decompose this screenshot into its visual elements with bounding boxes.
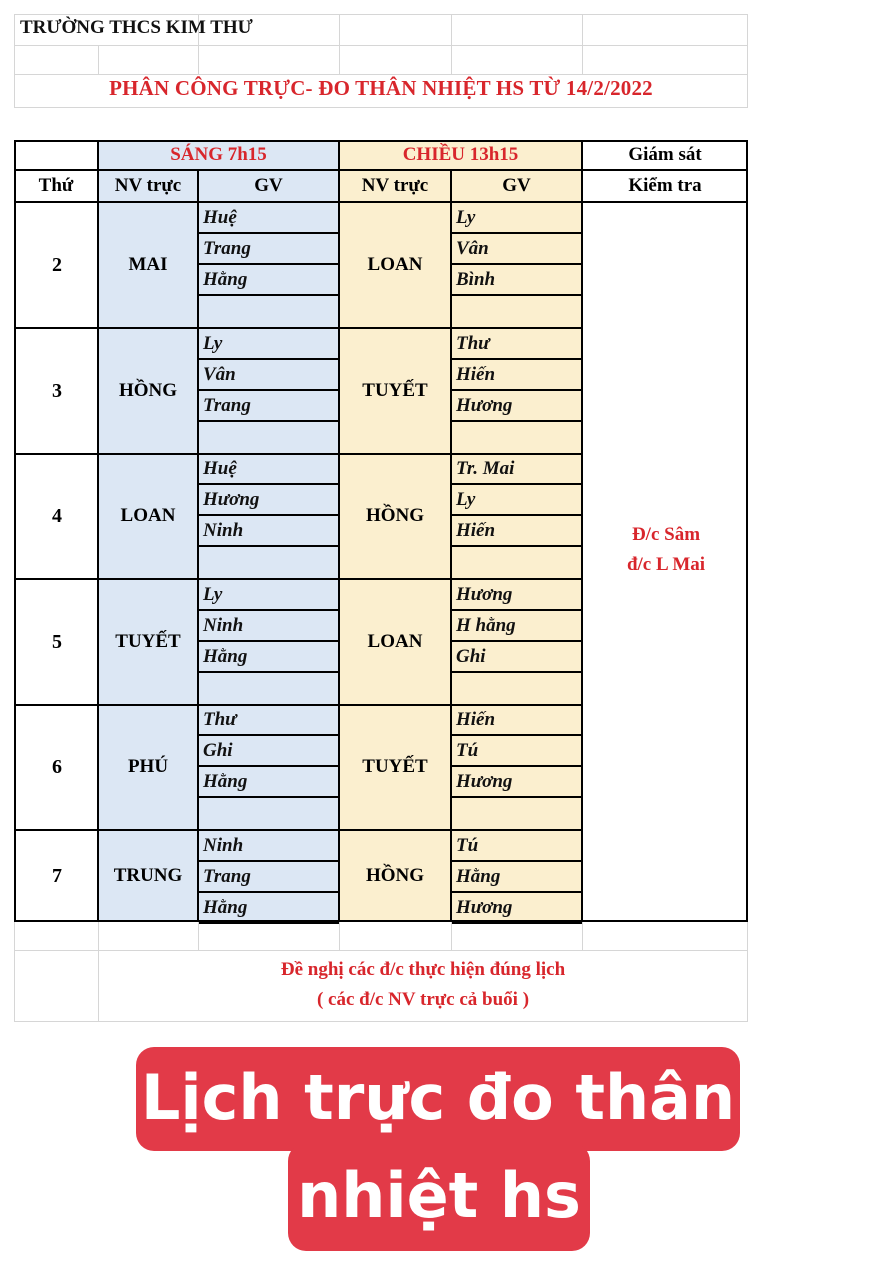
row-day: 6 xyxy=(52,755,62,778)
row-gv-afternoon: Ly xyxy=(456,206,476,228)
gv-divider xyxy=(451,671,582,673)
row-gv-afternoon: Hương xyxy=(456,770,513,792)
row-gv-afternoon: Hiến xyxy=(456,363,496,385)
gv-divider xyxy=(198,671,339,673)
row-nv-afternoon: TUYẾT xyxy=(362,380,428,401)
row-gv-morning: Hằng xyxy=(203,770,248,792)
row-gv-morning: Trang xyxy=(203,394,251,416)
row-gv-afternoon: Thư xyxy=(456,332,490,354)
row-gv-morning: Trang xyxy=(203,237,251,259)
row-gv-morning: Thư xyxy=(203,708,237,730)
school-name: TRƯỜNG THCS KIM THƯ xyxy=(20,17,253,38)
row-nv-morning: PHÚ xyxy=(127,756,169,777)
morning-header: SÁNG 7h15 xyxy=(170,144,267,165)
row-gv-morning: Ly xyxy=(203,583,223,605)
row-nv-afternoon: HỒNG xyxy=(365,865,425,886)
note xyxy=(100,955,746,1015)
gv-divider xyxy=(198,420,339,422)
row-gv-morning: Hằng xyxy=(203,645,248,667)
row-gv-morning: Huệ xyxy=(203,206,237,228)
gv-divider xyxy=(198,922,339,924)
gv-divider xyxy=(198,545,339,547)
row-day: 5 xyxy=(52,630,62,653)
row-nv-morning: HỒNG xyxy=(118,380,178,401)
gv-morning-header: GV xyxy=(254,175,283,196)
row-nv-afternoon: LOAN xyxy=(367,631,423,652)
row-gv-morning: Ly xyxy=(203,332,223,354)
row-gv-afternoon: H hằng xyxy=(456,614,516,636)
afternoon-header: CHIỀU 13h15 xyxy=(402,144,519,165)
day-header: Thứ xyxy=(38,175,74,196)
row-gv-afternoon: Vân xyxy=(456,237,489,259)
caption-banner xyxy=(136,1047,740,1252)
row-gv-morning: Huệ xyxy=(203,457,237,479)
row-nv-morning: MAI xyxy=(128,254,168,275)
banner-line-1: Lịch trực đo thân xyxy=(140,1061,736,1134)
gv-divider xyxy=(451,294,582,296)
row-gv-afternoon: Hằng xyxy=(456,865,501,887)
row-gv-morning: Vân xyxy=(203,363,236,385)
row-gv-morning: Ninh xyxy=(203,614,244,636)
row-gv-morning: Hương xyxy=(203,488,260,510)
row-gv-morning: Ghi xyxy=(203,739,233,761)
row-nv-afternoon: LOAN xyxy=(367,254,423,275)
row-gv-afternoon: Tú xyxy=(456,739,479,761)
row-gv-morning: Hằng xyxy=(203,896,248,918)
row-gv-afternoon: Ly xyxy=(456,488,476,510)
row-gv-afternoon: Bình xyxy=(456,268,496,290)
supervise-header: Giám sát xyxy=(628,144,702,165)
gv-divider xyxy=(451,922,582,924)
row-nv-morning: LOAN xyxy=(120,505,176,526)
row-gv-morning: Ninh xyxy=(203,834,244,856)
row-nv-afternoon: HỒNG xyxy=(365,505,425,526)
page-title: PHÂN CÔNG TRỰC- ĐO THÂN NHIỆT HS TỪ 14/2/2022 xyxy=(109,76,653,100)
row-nv-afternoon: TUYẾT xyxy=(362,756,428,777)
gv-divider xyxy=(198,294,339,296)
supervisor-1: Đ/c Sâm xyxy=(631,524,701,545)
row-gv-morning: Hằng xyxy=(203,268,248,290)
gv-divider xyxy=(451,796,582,798)
row-gv-afternoon: Ghi xyxy=(456,645,486,667)
row-gv-afternoon: Hiến xyxy=(456,519,496,541)
banner-line-2: nhiệt hs xyxy=(297,1159,581,1232)
supervisor-2: đ/c L Mai xyxy=(626,554,706,575)
row-gv-afternoon: Tr. Mai xyxy=(456,457,515,479)
row-gv-afternoon: Hiến xyxy=(456,708,496,730)
gv-divider xyxy=(198,796,339,798)
nv-afternoon-header: NV trực xyxy=(361,175,429,196)
row-day: 7 xyxy=(52,864,62,887)
row-gv-afternoon: Hương xyxy=(456,896,513,918)
row-day: 4 xyxy=(52,504,62,527)
row-gv-morning: Ninh xyxy=(203,519,244,541)
gv-divider xyxy=(451,545,582,547)
row-gv-afternoon: Tú xyxy=(456,834,479,856)
row-day: 3 xyxy=(52,379,62,402)
gv-divider xyxy=(451,420,582,422)
row-gv-morning: Trang xyxy=(203,865,251,887)
check-header: Kiểm tra xyxy=(628,175,702,196)
supervisors xyxy=(584,520,748,580)
note-line-1: Đề nghị các đ/c thực hiện đúng lịch xyxy=(280,959,566,980)
nv-morning-header: NV trực xyxy=(114,175,182,196)
row-gv-afternoon: Hương xyxy=(456,394,513,416)
row-nv-morning: TRUNG xyxy=(113,865,183,886)
row-nv-morning: TUYẾT xyxy=(115,631,181,652)
gv-afternoon-header: GV xyxy=(502,175,531,196)
row-day: 2 xyxy=(52,253,62,276)
row-gv-afternoon: Hương xyxy=(456,583,513,605)
note-line-2: ( các đ/c NV trực cả buổi ) xyxy=(316,989,530,1010)
